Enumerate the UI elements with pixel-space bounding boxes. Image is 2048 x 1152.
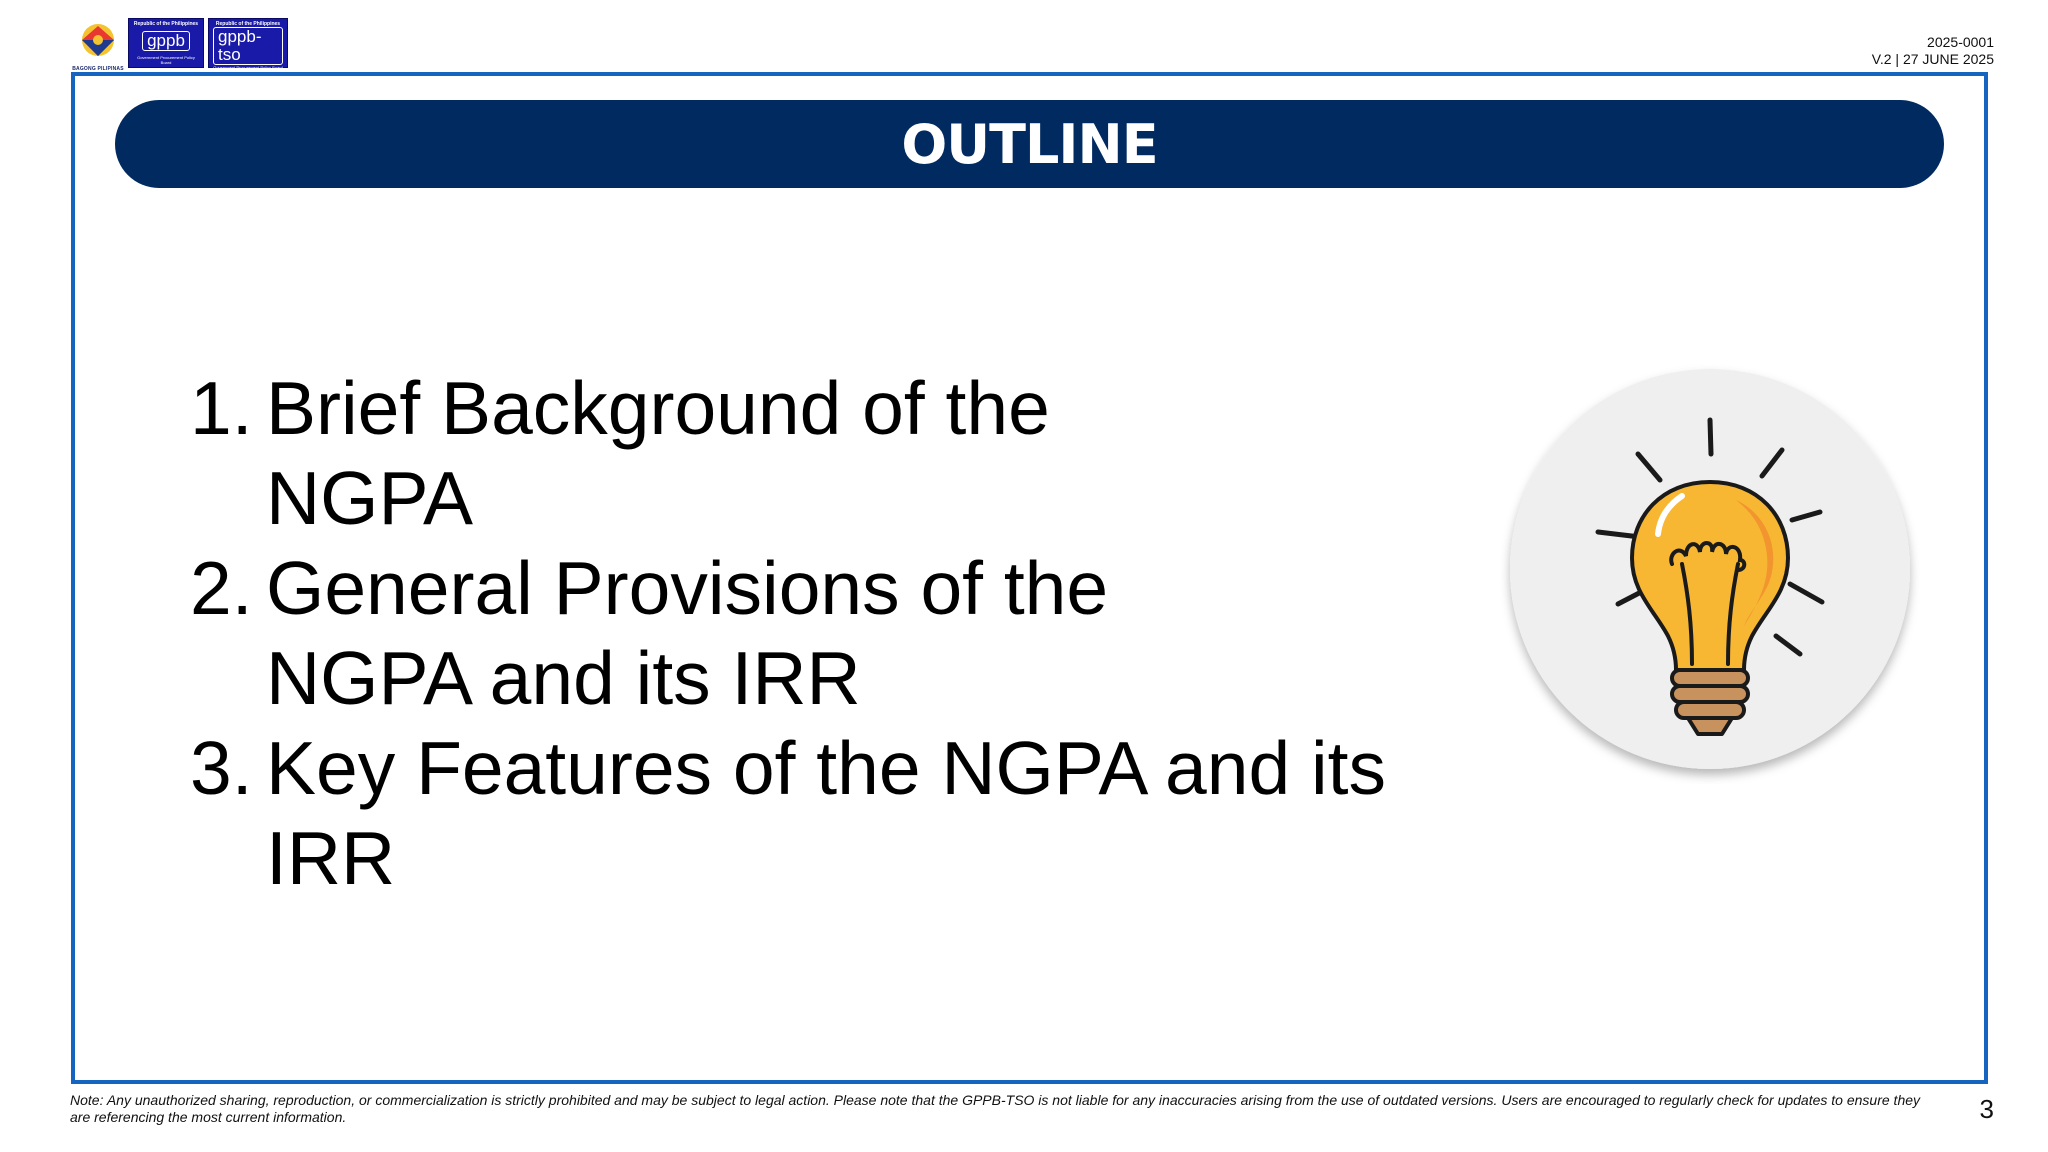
gppb-logo-name: gppb bbox=[142, 31, 190, 51]
outline-item bbox=[190, 723, 1390, 903]
header-logos bbox=[72, 18, 288, 72]
bagong-pilipinas-logo bbox=[72, 18, 124, 70]
gppb-tso-logo-top: Republic of the Philippines bbox=[215, 21, 281, 27]
outline-item-text: Brief Background of the NGPA bbox=[266, 366, 1050, 540]
outline-item-number: 2. bbox=[190, 546, 253, 630]
slide-title: OUTLINE bbox=[901, 112, 1158, 176]
disclaimer-note: Note: Any unauthorized sharing, reproduction, or commercialization is strictly prohibited and may be subject to legal action. Please note that the GPPB-TSO is not liable for any inaccuracies arising from the use of outdated versions. Users are encouraged to regularly check for updates to ensure they are referencing the most current information. bbox=[70, 1092, 1921, 1125]
document-code: 2025-0001 bbox=[1927, 34, 1994, 50]
outline-list bbox=[190, 363, 1390, 903]
document-version: V.2 | 27 JUNE 2025 bbox=[1871, 51, 1994, 67]
outline-item bbox=[190, 543, 1390, 723]
outline-item-text: Key Features of the NGPA and its IRR bbox=[266, 726, 1387, 900]
bagong-pilipinas-label: BAGONG PILIPINAS bbox=[72, 66, 124, 72]
gppb-logo-sub: Government Procurement Policy Board bbox=[137, 55, 195, 65]
gppb-tso-logo-sub: Government Procurement Policy Board bbox=[213, 65, 283, 70]
slide-frame bbox=[71, 72, 1988, 1084]
outline-item-number: 1. bbox=[190, 366, 253, 450]
gppb-logo bbox=[128, 18, 204, 68]
page-number: 3 bbox=[1979, 1094, 1994, 1124]
outline-item-number: 3. bbox=[190, 726, 253, 810]
lightbulb-illustration bbox=[1500, 364, 1920, 784]
outline-item bbox=[190, 363, 1390, 543]
gppb-tso-logo bbox=[208, 18, 288, 68]
gppb-logo-top: Republic of the Philippines bbox=[133, 21, 199, 27]
gppb-tso-logo-name: gppb-tso bbox=[213, 27, 283, 65]
bagong-pilipinas-emblem-icon bbox=[72, 18, 124, 62]
lightbulb-icon bbox=[1500, 364, 1920, 784]
outline-item-text: General Provisions of the NGPA and its IRR bbox=[266, 546, 1109, 720]
document-meta bbox=[1872, 34, 1994, 68]
title-bar bbox=[115, 100, 1944, 188]
